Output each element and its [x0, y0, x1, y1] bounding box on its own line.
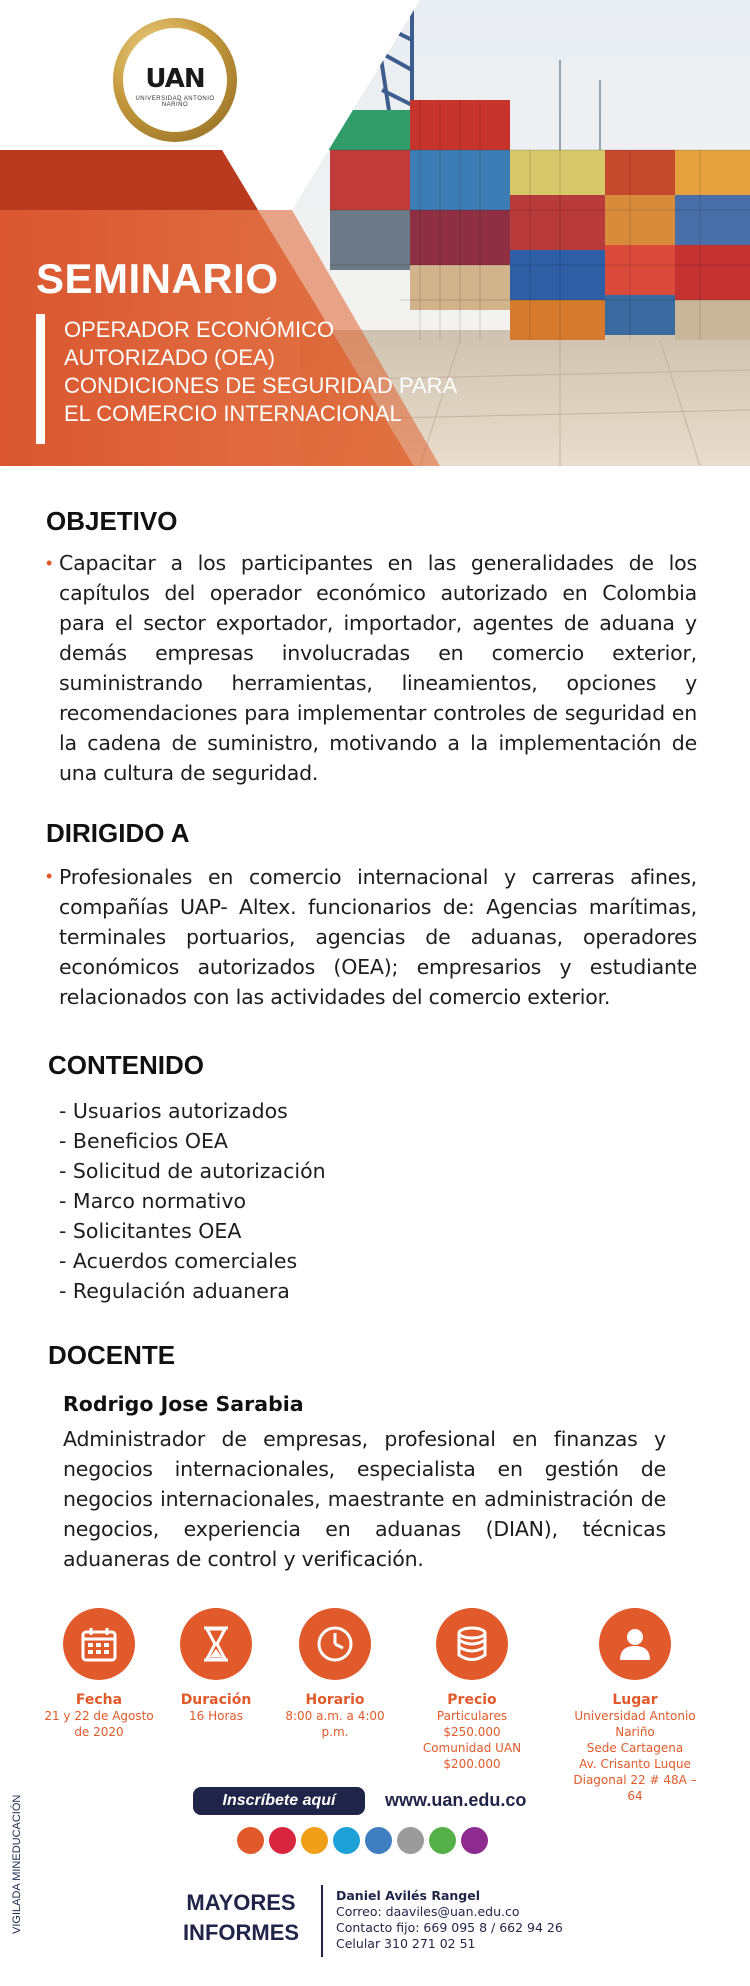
- subtitle-line: EL COMERCIO INTERNACIONAL: [64, 401, 402, 426]
- objetivo-text: Capacitar a los participantes en las generalidades de los capítulos del operador económico autorizado en Colombia para el sector exportador, importador, agentes de aduana y demás empresas involucradas en comercio exterior, suministrando herramientas, lineamientos, opciones y recomendaciones para implementar controles de seguridad en la cadena de suministro, motivando a la implementación de una cultura de seguridad.: [59, 551, 697, 785]
- contact-name: Daniel Avilés Rangel: [336, 1888, 480, 1903]
- info-value: 8:00 a.m. a 4:00 p.m.: [285, 1709, 385, 1739]
- info-lugar: [570, 1608, 700, 1804]
- uan-logo: [113, 18, 237, 142]
- seminar-subtitle: [64, 316, 524, 428]
- info-value: de 2020: [74, 1725, 124, 1739]
- color-dot: [333, 1827, 360, 1854]
- list-item: - Beneficios OEA: [59, 1129, 228, 1153]
- list-item: - Regulación aduanera: [59, 1279, 290, 1303]
- list-item: - Solicitantes OEA: [59, 1219, 242, 1243]
- contact-cell: Celular 310 271 02 51: [336, 1936, 476, 1951]
- contact-email[interactable]: Correo: daaviles@uan.edu.co: [336, 1904, 520, 1919]
- coins-icon: [436, 1608, 508, 1680]
- docente-heading: DOCENTE: [48, 1340, 176, 1370]
- color-dot: [365, 1827, 392, 1854]
- info-label: Lugar: [612, 1692, 658, 1708]
- info-value: Diagonal 22 # 48A – 64: [573, 1773, 697, 1803]
- bullet-icon: •: [46, 866, 53, 886]
- list-item: - Usuarios autorizados: [59, 1099, 288, 1123]
- info-label: Precio: [447, 1692, 497, 1708]
- contenido-list: [59, 1096, 326, 1306]
- color-dot: [397, 1827, 424, 1854]
- subtitle-line: CONDICIONES DE SEGURIDAD PARA: [64, 373, 458, 398]
- list-item: - Marco normativo: [59, 1189, 247, 1213]
- info-value: Universidad Antonio Nariño: [574, 1709, 696, 1739]
- contact-phone: Contacto fijo: 669 095 8 / 662 94 26: [336, 1920, 563, 1935]
- mayores-informes: [176, 1888, 306, 1948]
- bullet-icon: •: [46, 553, 53, 573]
- info-value: Sede Cartagena: [586, 1741, 684, 1755]
- dirigido-text: Profesionales en comercio internacional y carreras afines, compañías UAP- Altex. funcionarios de: Agencias marítimas, terminales portuarios, agencias de aduanas, operadores económicos autorizados (OEA); empresarios y estudiante relacionados con las actividades del comercio exterior.: [59, 865, 697, 1009]
- info-value: Comunidad UAN $200.000: [422, 1741, 522, 1771]
- logo-text: UAN: [145, 64, 205, 94]
- mayores-line: MAYORES: [186, 1890, 296, 1915]
- website-link[interactable]: www.uan.edu.co: [385, 1790, 527, 1810]
- list-item: - Solicitud de autorización: [59, 1159, 326, 1183]
- color-dot: [429, 1827, 456, 1854]
- info-precio: [412, 1608, 532, 1772]
- color-dot: [237, 1827, 264, 1854]
- info-value: Particulares $250.000: [436, 1709, 508, 1739]
- clock-icon: [299, 1608, 371, 1680]
- info-value: 16 Horas: [189, 1709, 243, 1723]
- teacher-bio: Administrador de empresas, profesional en finanzas y negocios internacionales, especialista en gestión de negocios internacionales, maestrante en administración de negocios, experiencia en aduanas (DIAN), técnicas aduaneras de control y verificación.: [63, 1427, 666, 1571]
- contact-info: [336, 1888, 563, 1952]
- color-dot: [269, 1827, 296, 1854]
- color-dots: [237, 1827, 493, 1857]
- calendar-icon: [63, 1608, 135, 1680]
- subtitle-bar: [36, 314, 45, 444]
- info-duracion: [156, 1608, 276, 1724]
- vigilada-text: VIGILADA MINEDUCACIÓN: [11, 1794, 23, 1934]
- list-item: - Acuerdos comerciales: [59, 1249, 298, 1273]
- objetivo-heading: OBJETIVO: [46, 506, 178, 536]
- logo-subtitle: UNIVERSIDAD ANTONIO NARIÑO: [135, 96, 215, 108]
- hero-banner: [0, 0, 750, 466]
- info-label: Duración: [180, 1692, 252, 1708]
- seminar-title: SEMINARIO: [36, 255, 279, 302]
- teacher-name: Rodrigo Jose Sarabia: [63, 1392, 304, 1416]
- color-dot: [461, 1827, 488, 1854]
- person-icon: [599, 1608, 671, 1680]
- info-label: Horario: [305, 1692, 365, 1708]
- info-label: Fecha: [75, 1692, 123, 1708]
- info-value: Av. Crisanto Luque: [579, 1757, 691, 1771]
- subtitle-line: AUTORIZADO (OEA): [64, 345, 276, 370]
- register-button[interactable]: Inscríbete aquí: [193, 1787, 365, 1815]
- info-value: 21 y 22 de Agosto: [44, 1709, 154, 1723]
- mayores-line: INFORMES: [182, 1920, 300, 1945]
- dirigido-heading: DIRIGIDO A: [46, 818, 190, 848]
- hourglass-icon: [180, 1608, 252, 1680]
- vigilada-label: [4, 1783, 24, 1945]
- contenido-heading: CONTENIDO: [48, 1050, 204, 1080]
- color-dot: [301, 1827, 328, 1854]
- info-fecha: [39, 1608, 159, 1740]
- info-horario: [275, 1608, 395, 1740]
- divider: [321, 1885, 323, 1957]
- subtitle-line: OPERADOR ECONÓMICO: [64, 317, 335, 342]
